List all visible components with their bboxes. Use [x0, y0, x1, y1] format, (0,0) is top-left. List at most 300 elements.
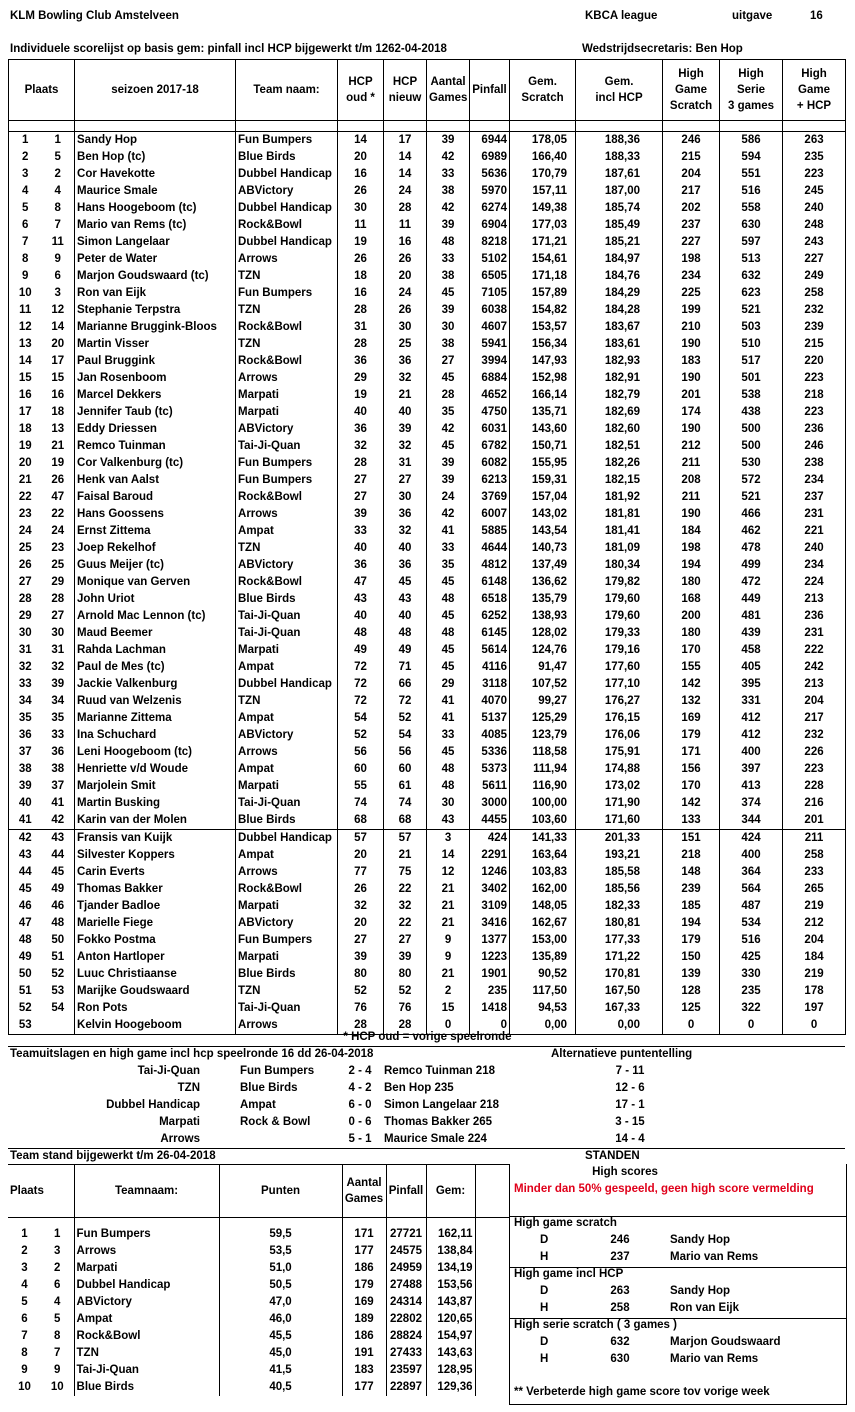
score-cell: 0 — [470, 1017, 510, 1035]
score-cell: 438 — [720, 404, 783, 421]
score-cell: 0 — [783, 1017, 846, 1035]
stand-cell: 120,65 — [426, 1311, 475, 1328]
edition-label: uitgave — [732, 10, 773, 22]
score-cell: Sandy Hop — [75, 132, 236, 150]
score-cell: 21 — [384, 387, 427, 404]
score-cell: 41 — [427, 693, 470, 710]
score-cell: Henriette v/d Woude — [75, 761, 236, 778]
score-cell: 142 — [663, 795, 720, 812]
score-cell: 182,15 — [576, 472, 663, 489]
score-cell: 20 — [51, 338, 65, 350]
stand-cell: 153,56 — [426, 1277, 475, 1294]
score-cell: 132 — [663, 693, 720, 710]
score-cell: 5614 — [470, 642, 510, 659]
score-cell: 211 — [663, 489, 720, 506]
results-title: Teamuitslagen en high game incl hcp speelronde 16 dd 26-04-2018 — [10, 1048, 374, 1060]
score-cell: 137,49 — [510, 557, 576, 574]
score-cell: Monique van Gerven — [75, 574, 236, 591]
score-cell: 1 — [9, 132, 42, 150]
score-row — [9, 183, 846, 200]
score-cell: 142 — [663, 676, 720, 693]
stand-cell: 45,5 — [219, 1328, 342, 1345]
score-cell: 3109 — [470, 898, 510, 915]
score-cell: 500 — [720, 421, 783, 438]
score-cell: 11 — [51, 236, 64, 248]
result-cell: Rock & Bowl — [240, 1116, 311, 1128]
score-cell: 185,74 — [576, 200, 663, 217]
score-cell: 40 — [384, 608, 427, 625]
result-cell: Maurice Smale 224 — [384, 1133, 487, 1145]
high-scores-panel — [509, 1164, 847, 1405]
score-cell: 155 — [663, 659, 720, 676]
score-cell: 38 — [427, 268, 470, 285]
result-cell: Arrows — [160, 1133, 200, 1145]
score-cell: 7 — [54, 219, 61, 231]
score-cell: 45 — [427, 744, 470, 761]
score-cell: Eddy Driessen — [75, 421, 236, 438]
stand-cell: 59,5 — [219, 1226, 342, 1243]
score-cell: 1418 — [470, 1000, 510, 1017]
score-cell: 14 — [51, 321, 65, 333]
score-cell: Blue Birds — [236, 149, 338, 166]
score-cell: Rock&Bowl — [236, 353, 338, 370]
score-row — [9, 302, 846, 319]
stand-cell: 24314 — [386, 1294, 426, 1311]
score-cell: 224 — [783, 574, 846, 591]
score-cell: Mario van Rems (tc) — [75, 217, 236, 234]
score-row — [9, 966, 846, 983]
score-cell: 190 — [663, 336, 720, 353]
score-cell: 4455 — [470, 812, 510, 830]
score-cell: 39 — [427, 455, 470, 472]
stand-cell — [475, 1260, 509, 1277]
score-cell: 135,71 — [510, 404, 576, 421]
score-cell: 21 — [427, 881, 470, 898]
score-cell: 208 — [663, 472, 720, 489]
stand-cell: Tai-Ji-Quan — [74, 1362, 219, 1379]
score-cell: 36 — [9, 727, 42, 744]
score-row — [9, 642, 846, 659]
score-cell: 538 — [720, 387, 783, 404]
score-cell: 204 — [783, 932, 846, 949]
spacer-cell — [219, 1218, 342, 1227]
score-cell: 6782 — [470, 438, 510, 455]
score-cell: 30 — [384, 489, 427, 506]
score-cell: 623 — [720, 285, 783, 302]
score-spacer-row — [9, 121, 846, 132]
score-cell: 16 — [338, 166, 384, 183]
stand-cell — [475, 1379, 509, 1396]
score-row — [9, 676, 846, 693]
stand-cell: Arrows — [74, 1243, 219, 1260]
score-cell: 170 — [663, 642, 720, 659]
score-cell: 11 — [9, 302, 42, 319]
score-cell: ABVictory — [236, 421, 338, 438]
score-row — [9, 285, 846, 302]
score-row — [9, 523, 846, 540]
score-cell: 239 — [663, 881, 720, 898]
score-cell: 157,04 — [510, 489, 576, 506]
score-cell: 56 — [384, 744, 427, 761]
score-cell: 234 — [783, 472, 846, 489]
score-cell: 141,33 — [510, 830, 576, 848]
score-cell: 223 — [783, 761, 846, 778]
score-cell: Kelvin Hoogeboom — [75, 1017, 236, 1035]
score-row — [9, 1000, 846, 1017]
stand-cell — [475, 1277, 509, 1294]
score-cell: 43 — [338, 591, 384, 608]
score-cell: Blue Birds — [236, 591, 338, 608]
score-cell: Remco Tuinman — [75, 438, 236, 455]
score-cell: 48 — [427, 625, 470, 642]
score-cell: 185,58 — [576, 864, 663, 881]
score-cell: Rock&Bowl — [236, 319, 338, 336]
score-cell: 49 — [51, 883, 65, 895]
score-cell: 248 — [783, 217, 846, 234]
score-cell: Ampat — [236, 523, 338, 540]
spacer-cell — [386, 1218, 426, 1227]
score-cell: 9 — [54, 253, 61, 265]
score-cell: 48 — [384, 625, 427, 642]
result-cell: 12 - 6 — [615, 1082, 645, 1094]
score-cell: 183,61 — [576, 336, 663, 353]
stand-cell: 1 — [21, 1228, 28, 1240]
score-cell: Tjander Badloe — [75, 898, 236, 915]
score-cell: 45 — [384, 574, 427, 591]
score-cell: 223 — [783, 370, 846, 387]
score-cell: 185 — [663, 898, 720, 915]
stand-cell: 169 — [342, 1294, 386, 1311]
stand-cell: 47,0 — [219, 1294, 342, 1311]
stand-cell: 186 — [342, 1328, 386, 1345]
stand-cell: TZN — [74, 1345, 219, 1362]
score-cell: 31 — [9, 642, 42, 659]
result-cell: Remco Tuinman 218 — [384, 1065, 495, 1077]
score-cell: 28 — [338, 336, 384, 353]
score-cell: 222 — [783, 642, 846, 659]
spacer-cell — [720, 121, 783, 132]
score-cell: 188,33 — [576, 149, 663, 166]
score-cell: 166,40 — [510, 149, 576, 166]
score-cell: 8 — [9, 251, 42, 268]
score-cell: 27 — [51, 610, 65, 622]
score-cell: 3 — [427, 830, 470, 848]
score-cell: 99,27 — [510, 693, 576, 710]
score-cell: 238 — [783, 455, 846, 472]
score-cell: 156 — [663, 761, 720, 778]
score-cell: 46 — [51, 900, 65, 912]
score-cell: 458 — [720, 642, 783, 659]
score-cell: 15 — [9, 370, 42, 387]
score-cell: 18 — [9, 421, 42, 438]
score-cell: Dubbel Handicap — [236, 676, 338, 693]
score-cell: 213 — [783, 591, 846, 608]
score-cell: 6518 — [470, 591, 510, 608]
spacer-cell — [576, 121, 663, 132]
score-cell: 180 — [663, 574, 720, 591]
score-cell: 439 — [720, 625, 783, 642]
score-cell: 33 — [51, 729, 65, 741]
score-table — [8, 59, 846, 1035]
score-cell: 4652 — [470, 387, 510, 404]
score-cell: 190 — [663, 370, 720, 387]
score-cell: 218 — [663, 847, 720, 864]
score-cell: 39 — [338, 949, 384, 966]
score-cell: 183 — [663, 353, 720, 370]
score-cell: 258 — [783, 285, 846, 302]
score-cell: 5137 — [470, 710, 510, 727]
score-cell: 156,34 — [510, 336, 576, 353]
stand-row — [8, 1226, 509, 1243]
score-cell: 551 — [720, 166, 783, 183]
score-cell: 45 — [51, 866, 65, 878]
high-scores-note: Minder dan 50% gespeeld, geen high score vermelding — [514, 1183, 814, 1195]
score-cell: 30 — [338, 200, 384, 217]
score-cell: 472 — [720, 574, 783, 591]
score-cell: 174 — [663, 404, 720, 421]
score-cell: 219 — [783, 898, 846, 915]
result-cell: 4 - 2 — [348, 1082, 372, 1094]
score-cell: Martin Busking — [75, 795, 236, 812]
score-cell: 201 — [663, 387, 720, 404]
score-row — [9, 268, 846, 285]
score-cell: 27 — [338, 932, 384, 949]
dh-label: D — [540, 1285, 549, 1297]
score-row — [9, 472, 846, 489]
alt-title: Alternatieve puntentelling — [551, 1048, 693, 1060]
score-cell: 48 — [338, 625, 384, 642]
score-cell: 72 — [338, 693, 384, 710]
score-cell: 174,88 — [576, 761, 663, 778]
score-row — [9, 370, 846, 387]
score-cell: Marpati — [236, 387, 338, 404]
score-cell: 29 — [9, 608, 42, 625]
score-cell: 77 — [338, 864, 384, 881]
score-cell: Arrows — [236, 251, 338, 268]
score-cell: Fun Bumpers — [236, 472, 338, 489]
stand-cell: 179 — [342, 1277, 386, 1294]
score-cell: 41 — [427, 710, 470, 727]
score-cell: 136,62 — [510, 574, 576, 591]
score-cell: 19 — [9, 438, 42, 455]
score-cell: 231 — [783, 506, 846, 523]
stand-cell — [475, 1328, 509, 1345]
score-cell: Joep Rekelhof — [75, 540, 236, 557]
score-cell: Martin Visser — [75, 336, 236, 353]
score-row — [9, 795, 846, 812]
score-cell: 413 — [720, 778, 783, 795]
score-cell: 521 — [720, 489, 783, 506]
score-cell: 177,10 — [576, 676, 663, 693]
score-cell: 181,92 — [576, 489, 663, 506]
score-cell: 47 — [51, 491, 65, 503]
score-cell: 34 — [51, 695, 65, 707]
score-cell: 32 — [338, 898, 384, 915]
score-value: 258 — [610, 1302, 630, 1314]
score-cell: 5373 — [470, 761, 510, 778]
score-cell: 143,60 — [510, 421, 576, 438]
score-cell: 20 — [9, 455, 42, 472]
high-scores-title: High scores — [592, 1166, 658, 1178]
score-row — [9, 608, 846, 625]
score-cell: 24 — [51, 525, 65, 537]
edition-number: 16 — [810, 10, 823, 22]
score-cell: 42 — [427, 149, 470, 166]
score-cell: 39 — [427, 217, 470, 234]
score-cell: Marielle Fiege — [75, 915, 236, 932]
score-cell: 38 — [51, 763, 65, 775]
score-cell: Ben Hop (tc) — [75, 149, 236, 166]
score-cell: 166,14 — [510, 387, 576, 404]
stand-header-cell — [475, 1165, 509, 1218]
score-header-cell: High Serie 3 games — [720, 60, 783, 121]
score-cell: 135,79 — [510, 591, 576, 608]
score-header-cell: High Game + HCP — [783, 60, 846, 121]
score-cell: 227 — [663, 234, 720, 251]
result-cell: 3 - 15 — [615, 1116, 645, 1128]
score-cell: 21 — [9, 472, 42, 489]
score-cell: Arrows — [236, 744, 338, 761]
score-cell: 26 — [51, 474, 65, 486]
score-cell: 330 — [720, 966, 783, 983]
score-cell: 32 — [384, 898, 427, 915]
score-cell: 25 — [51, 559, 65, 571]
score-cell: 179,60 — [576, 608, 663, 625]
score-cell: 6 — [54, 270, 61, 282]
score-cell: 111,94 — [510, 761, 576, 778]
score-cell: 263 — [783, 132, 846, 150]
score-cell: TZN — [236, 540, 338, 557]
stand-cell: 27433 — [386, 1345, 426, 1362]
score-header-cell: Pinfall — [470, 60, 510, 121]
score-cell: 48 — [9, 932, 42, 949]
score-cell: 33 — [427, 727, 470, 744]
spacer-cell — [663, 121, 720, 132]
score-cell: 13 — [51, 423, 65, 435]
score-cell: 50 — [9, 966, 42, 983]
score-cell: 40 — [384, 404, 427, 421]
score-cell: Arrows — [236, 370, 338, 387]
score-cell: 530 — [720, 455, 783, 472]
stand-cell — [475, 1311, 509, 1328]
spacer-cell — [8, 1218, 41, 1227]
score-cell: Guus Meijer (tc) — [75, 557, 236, 574]
score-cell: Luuc Christiaanse — [75, 966, 236, 983]
score-header-cell: High Game Scratch — [663, 60, 720, 121]
score-row — [9, 506, 846, 523]
score-cell: Faisal Baroud — [75, 489, 236, 506]
score-cell: TZN — [236, 268, 338, 285]
score-cell: 239 — [783, 319, 846, 336]
score-cell: 55 — [338, 778, 384, 795]
score-cell: 184,28 — [576, 302, 663, 319]
score-cell: 56 — [338, 744, 384, 761]
score-cell: 6007 — [470, 506, 510, 523]
score-cell: 153,57 — [510, 319, 576, 336]
score-cell: 4607 — [470, 319, 510, 336]
spacer-cell — [470, 121, 510, 132]
score-cell: 16 — [338, 285, 384, 302]
score-cell: 6 — [9, 217, 42, 234]
score-cell: 7105 — [470, 285, 510, 302]
score-value: 246 — [610, 1234, 630, 1246]
score-cell: 18 — [338, 268, 384, 285]
score-cell: 167,33 — [576, 1000, 663, 1017]
score-cell: 48 — [427, 234, 470, 251]
score-cell: 11 — [384, 217, 427, 234]
score-cell: 14 — [384, 149, 427, 166]
stand-header-cell: Pinfall — [386, 1165, 426, 1218]
score-cell: 21 — [51, 440, 65, 452]
score-cell: 155,95 — [510, 455, 576, 472]
stand-cell: 22897 — [386, 1379, 426, 1396]
score-cell: Arrows — [236, 1017, 338, 1035]
stand-spacer-row — [8, 1218, 509, 1227]
score-cell: 32 — [9, 659, 42, 676]
score-cell: 28 — [338, 1017, 384, 1035]
standings-table — [8, 1164, 509, 1396]
score-cell: 31 — [338, 319, 384, 336]
score-cell: 211 — [663, 455, 720, 472]
score-cell: 40 — [9, 795, 42, 812]
score-cell: 150 — [663, 949, 720, 966]
score-cell: 6031 — [470, 421, 510, 438]
spacer-cell — [74, 1218, 219, 1227]
score-cell: 5970 — [470, 183, 510, 200]
score-cell: 217 — [663, 183, 720, 200]
score-cell: 52 — [384, 710, 427, 727]
score-row — [9, 898, 846, 915]
spacer-cell — [236, 121, 338, 132]
score-cell: 10 — [9, 285, 42, 302]
score-cell: 204 — [663, 166, 720, 183]
score-cell: 9 — [427, 949, 470, 966]
score-cell: 516 — [720, 183, 783, 200]
stand-row — [8, 1311, 509, 1328]
stand-cell: 9 — [54, 1364, 61, 1376]
score-cell: 38 — [9, 761, 42, 778]
score-cell: 331 — [720, 693, 783, 710]
standings-title: Team stand bijgewerkt t/m 26-04-2018 — [10, 1150, 216, 1162]
score-cell: 1223 — [470, 949, 510, 966]
score-cell: 235 — [783, 149, 846, 166]
score-cell: 246 — [663, 132, 720, 150]
score-cell: 80 — [384, 966, 427, 983]
score-cell: 534 — [720, 915, 783, 932]
score-cell: 128 — [663, 983, 720, 1000]
score-cell: 0 — [720, 1017, 783, 1035]
stand-cell: 5 — [21, 1296, 28, 1308]
score-cell: 22 — [384, 881, 427, 898]
score-cell: 424 — [470, 830, 510, 848]
score-row — [9, 574, 846, 591]
stand-cell: 4 — [21, 1279, 28, 1291]
hcp-footnote: * HCP oud = vorige speelronde — [343, 1031, 512, 1043]
score-cell: 6944 — [470, 132, 510, 150]
spacer-cell — [75, 121, 236, 132]
score-cell: Anton Hartloper — [75, 949, 236, 966]
score-cell: 45 — [427, 370, 470, 387]
score-cell: 3000 — [470, 795, 510, 812]
score-cell: 28 — [384, 1017, 427, 1035]
stand-cell: 186 — [342, 1260, 386, 1277]
score-cell: Marpati — [236, 949, 338, 966]
score-cell: 171,18 — [510, 268, 576, 285]
score-cell: 20 — [384, 268, 427, 285]
score-cell: 6145 — [470, 625, 510, 642]
score-cell: 39 — [9, 778, 42, 795]
score-cell: 49 — [384, 642, 427, 659]
